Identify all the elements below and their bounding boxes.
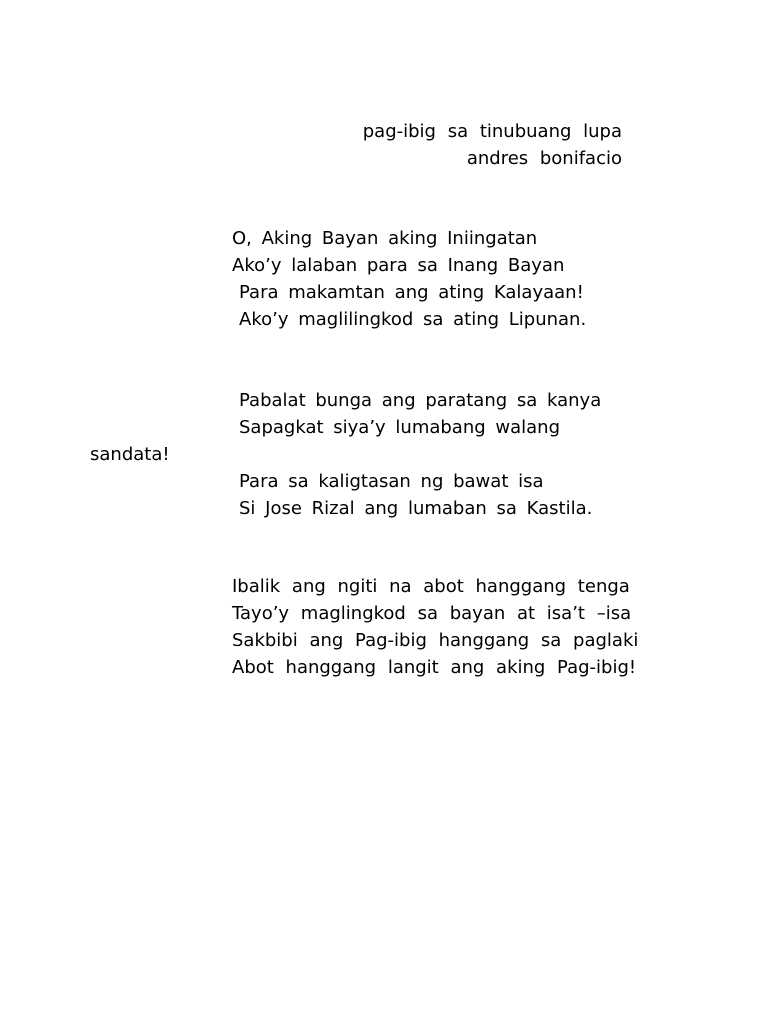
poem-line-overhang: sandata! [90, 444, 170, 465]
poem-line: Sapagkat siya’y lumabang walang [239, 417, 561, 438]
poem-header [363, 118, 622, 172]
poem-line: Sakbibi ang Pag-ibig hanggang sa paglaki [232, 630, 639, 651]
poem-line: Para sa kaligtasan ng bawat isa [239, 471, 544, 492]
stanza-4 [232, 573, 638, 681]
poem-line: Para makamtan ang ating Kalayaan! [239, 282, 584, 303]
poem-line: Ibalik ang ngiti na abot hanggang tenga [232, 576, 630, 597]
poem-line: Abot hanggang langit ang aking Pag-ibig! [232, 657, 637, 678]
poem-line: Pabalat bunga ang paratang sa kanya [239, 390, 602, 411]
poem-line: Ako’y maglilingkod sa ating Lipunan. [239, 309, 587, 330]
poem-line: Tayo’y maglingkod sa bayan at isa’t –isa [232, 603, 632, 624]
stanza-1 [232, 225, 586, 333]
poem-line: Si Jose Rizal ang lumaban sa Kastila. [239, 498, 593, 519]
poem-line: Ako’y lalaban para sa Inang Bayan [232, 255, 565, 276]
stanza-2 [232, 387, 601, 441]
stanza-3 [232, 468, 592, 522]
poem-author: andres bonifacio [466, 148, 622, 169]
poem-title: pag-ibig sa tinubuang lupa [362, 121, 622, 142]
poem-line: O, Aking Bayan aking Iniingatan [232, 228, 538, 249]
